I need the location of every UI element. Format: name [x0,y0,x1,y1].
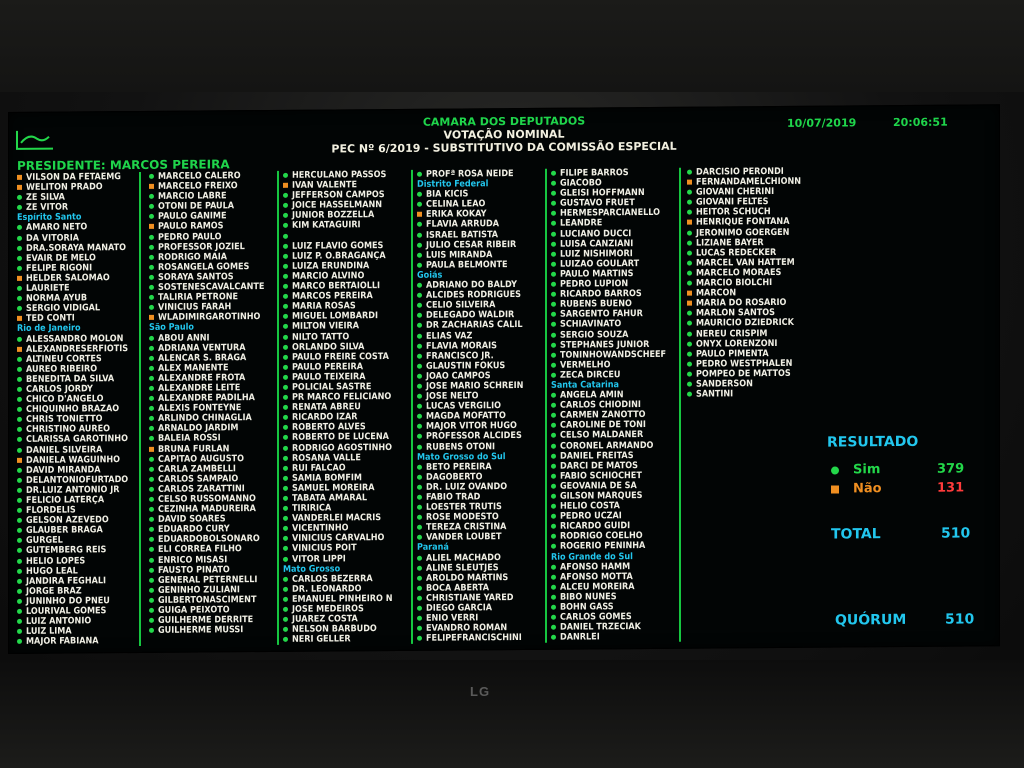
deputy-vote-nao: ERIKA KOKAY [415,209,545,220]
deputy-vote-sim: TALÍRIA PETRONE [147,292,277,303]
deputy-vote-sim: CAPITÃO AUGUSTO [147,454,277,465]
deputy-vote-sim: GUIGA PEIXOTO [147,605,277,616]
deputy-vote-sim: ROSANA VALLE [281,452,411,463]
deputy-vote-sim: JEFFERSON CAMPOS [281,190,411,201]
deputy-vote-sim: ARNALDO JARDIM [147,423,277,434]
deputy-vote-nao: WELITON PRADO [15,182,139,193]
deputy-vote-sim: PEDRO UCZAI [549,511,679,522]
deputy-vote-sim: ALEXIS FONTEYNE [147,403,277,414]
deputy-vote-sim: POMPEO DE MATTOS [685,369,817,380]
deputy-vote-sim: NERI GELLER [281,634,411,645]
deputy-vote-sim: EVAIR DE MELO [15,253,139,264]
deputy-vote-sim: FELÍCIO LATERÇA [15,495,139,506]
deputy-vote-sim: CLARISSA GAROTINHO [15,434,139,445]
deputy-vote-sim: MARCOS PEREIRA [281,291,411,302]
deputy-vote-sim: MAURÍCIO DZIEDRICK [685,318,817,329]
deputy-vote-sim: LIZIANE BAYER [685,237,817,248]
deputy-vote-sim: GLEISI HOFFMANN [549,188,679,199]
deputy-vote-sim: DARCI DE MATOS [549,460,679,471]
deputy-vote-sim: JÚNIOR BOZZELLA [281,210,411,221]
deputy-vote-sim: DANIEL FREITAS [549,450,679,461]
deputy-vote-sim: ZÉ VITOR [15,202,139,213]
deputy-vote-sim: ABOU ANNI [147,332,277,343]
deputy-vote-sim: LEANDRE [549,218,679,229]
deputy-vote-sim: CHRISTIANE YARED [415,593,545,604]
state-heading: Goiás [417,270,443,281]
deputy-vote-sim: TONINHOWANDSCHEEF [549,349,679,360]
deputy-vote-nao: TED CONTI [15,313,139,324]
deputy-vote-sim: GILBERTONASCIMENT [147,595,277,606]
deputy-vote-sim: HERMESPARCIANELLO [549,208,679,219]
total-label: TOTAL [831,526,881,543]
deputy-vote-sim: BIA KICIS [415,189,545,200]
deputy-vote-sim: ENIO VERRI [415,613,545,624]
deputy-vote-sim: VINICIUS CARVALHO [281,533,411,544]
deputy-vote-sim: BENEDITA DA SILVA [15,374,139,385]
deputy-vote-sim: LUCAS VERGILIO [415,401,545,412]
sim-dot-icon [831,466,839,474]
deputy-vote-sim: DELEGADO WALDIR [415,310,545,321]
quorum-label: QUÓRUM [835,611,907,629]
deputy-vote-nao: HENRIQUE FONTANA [685,217,817,228]
house-title: CAMARA DOS DEPUTADOS [422,114,586,129]
deputy-vote-sim: DR. LUIZ OVANDO [415,482,545,493]
deputy-vote-sim: FAUSTO PINATO [147,565,277,576]
deputy-vote-sim: TABATA AMARAL [281,493,411,504]
deputy-vote-sim: AFONSO HAMM [549,561,679,572]
deputy-vote-sim: PEDRO WESTPHALEN [685,358,817,369]
deputy-vote-sim: JORGE BRAZ [15,586,139,597]
deputy-vote-sim: MARCELO CALERO [147,171,277,182]
deputy-vote-sim: MARLON SANTOS [685,308,817,319]
state-heading: São Paulo [149,322,194,334]
deputy-vote-sim: HERCULANO PASSOS [281,170,411,181]
vote-date: 10/07/2019 [787,116,857,130]
deputy-vote-sim: VANDERLEI MACRIS [281,513,411,524]
deputy-vote-sim: RICARDO BARROS [549,289,679,300]
deputy-vote-sim: LUCAS REDECKER [685,247,817,258]
deputy-vote-sim: MARCEL VAN HATTEM [685,257,817,268]
deputy-vote-sim: OTONI DE PAULA [147,201,277,212]
deputy-vote-sim: ALINE SLEUTJES [415,562,545,573]
deputy-vote-sim: RODRIGO AGOSTINHO [281,442,411,453]
deputy-vote-sim: ALEXANDRE LEITE [147,383,277,394]
deputy-vote-sim: CARLOS JORDY [15,384,139,395]
deputy-vote-sim: JERÔNIMO GOERGEN [685,227,817,238]
vote-column-2 [147,171,279,646]
deputy-vote-sim: ALTINEU CÔRTES [15,354,139,365]
deputy-vote-sim: CHICO D'ANGELO [15,394,139,405]
deputy-vote-sim: ROBERTO ALVES [281,422,411,433]
deputy-vote-sim: ALEXANDRE FROTA [147,373,277,384]
deputy-vote-sim: ZÉ SILVA [15,192,139,203]
deputy-vote-sim: DELANTÔNIOFURTADO [15,475,139,486]
deputy-vote-sim: SAMUEL MOREIRA [281,483,411,494]
deputy-vote-sim: PAULA BELMONTE [415,260,545,271]
state-heading: Mato Grosso [283,564,341,575]
deputy-vote-nao: HELDER SALOMÃO [15,273,139,284]
deputy-vote-sim: ELI CORRÊA FILHO [147,544,277,555]
deputy-vote-sim: PEDRO LUPION [549,279,679,290]
deputy-vote-sim: GIOVANI FELTES [685,197,817,208]
deputy-vote-sim: CARLOS SAMPAIO [147,474,277,485]
deputy-vote-sim: CHRISTINO AUREO [15,424,139,435]
state-heading: Espírito Santo [17,212,82,224]
deputy-vote-sim: DA VITÓRIA [15,233,139,244]
deputy-vote-nao: MARCELO FREIXO [147,181,277,192]
deputy-vote-sim: MILTON VIEIRA [281,321,411,332]
deputy-vote-sim: LUCIANO DUCCI [549,228,679,239]
deputy-vote-sim: ROBERTO DE LUCENA [281,432,411,443]
deputy-vote-sim: CHIQUINHO BRAZÃO [15,404,139,415]
deputy-vote-sim: ANGELA AMIN [549,390,679,401]
deputy-vote-sim: FELIPE RIGONI [15,263,139,274]
deputy-vote-sim: PR MARCO FELICIANO [281,392,411,403]
deputy-vote-nao: PAULO RAMOS [147,221,277,232]
deputy-vote-sim: ALESSANDRO MOLON [15,333,139,344]
deputy-vote-sim: LOURIVAL GOMES [15,606,139,617]
deputy-vote-sim: VITOR LIPPI [281,553,411,564]
deputy-vote-sim: AFONSO MOTTA [549,571,679,582]
deputy-vote-sim: VERMELHO [549,360,679,371]
vote-column-1 [15,172,141,647]
deputy-vote-sim: LUIZ P. O.BRAGANÇA [281,251,411,262]
deputy-vote-sim: GUSTAVO FRUET [549,198,679,209]
deputy-vote-sim: CORONEL ARMANDO [549,440,679,451]
deputy-vote-sim: RODRIGO MAIA [147,252,277,263]
deputy-vote-sim: GEOVANIA DE SÁ [549,481,679,492]
vote-type: VOTAÇÃO NOMINAL [443,127,565,142]
deputy-vote-sim: DARCÍSIO PERONDI [685,167,817,178]
deputy-vote-sim: LUIZ LIMA [15,626,139,637]
deputy-vote-sim: FLORDELIS [15,505,139,516]
deputy-vote-sim: ALCIDES RODRIGUES [415,290,545,301]
state-heading: Santa Catarina [551,380,619,391]
deputy-vote-sim: RODRIGO COELHO [549,531,679,542]
deputy-vote-sim: RICARDO IZAR [281,412,411,423]
deputy-vote-sim: POLICIAL SASTRE [281,382,411,393]
deputy-vote-sim: NELSON BARBUDO [281,624,411,635]
deputy-vote-sim: CARLOS ZARATTINI [147,484,277,495]
deputy-vote-sim: JOÃO CAMPOS [415,371,545,382]
deputy-vote-sim: CARLOS BEZERRA [281,574,411,585]
deputy-vote-sim: ROGÉRIO PENINHA [549,541,679,552]
vote-panel-screen [8,104,1000,654]
deputy-vote-sim: ONYX LORENZONI [685,338,817,349]
result-total-row [831,525,971,543]
deputy-vote-sim: RENATA ABREU [281,402,411,413]
deputy-vote-sim: EMANUEL PINHEIRO N [281,594,411,605]
deputy-vote-sim: BALEIA ROSSI [147,433,277,444]
deputy-vote-sim: ADRIANA VENTURA [147,342,277,353]
deputy-vote-sim: PROFESSOR JOZIEL [147,242,277,253]
state-heading: Distrito Federal [417,179,489,190]
deputy-vote-sim: FILIPE BARROS [549,168,679,179]
deputy-vote-nao: ALEXANDRESERFIOTIS [15,344,139,355]
deputy-vote-sim: AUREO RIBEIRO [15,364,139,375]
deputy-vote-sim: SANTINI [685,389,817,400]
deputy-vote-sim: FLÁVIA MORAIS [415,340,545,351]
result-title: RESULTADO [827,433,919,451]
deputy-vote-sim: BIBO NUNES [549,592,679,603]
deputy-vote-sim: CARLOS CHIODINI [549,400,679,411]
deputy-vote-sim: HEITOR SCHUCH [685,207,817,218]
deputy-vote-sim: PROFª ROSA NEIDE [415,169,545,180]
deputy-vote-sim: PAULO FREIRE COSTA [281,352,411,363]
deputy-vote-sim: AMARO NETO [15,222,139,233]
deputy-vote-sim: DAVID SOARES [147,514,277,525]
deputy-vote-sim: CELSO MALDANER [549,430,679,441]
deputy-vote-sim: PAULO PEREIRA [281,362,411,373]
vote-subject: PEC Nº 6/2019 - SUBSTITUTIVO DA COMISSÃO ESPECIAL [331,139,677,156]
deputy-vote-sim: DAVID MIRANDA [15,465,139,476]
deputy-vote-sim: MARIA ROSAS [281,301,411,312]
deputy-vote-nao: IVAN VALENTE [281,180,411,191]
deputy-vote-sim: GIACOBO [549,178,679,189]
nao-count: 131 [937,480,965,496]
deputy-vote-sim: STEPHANES JUNIOR [549,339,679,350]
deputy-vote-sim: SERGIO SOUZA [549,329,679,340]
monitor-brand-logo: LG [470,684,491,699]
deputy-vote-sim: ISRAEL BATISTA [415,229,545,240]
deputy-vote-sim: GLAUSTIN FOKUS [415,361,545,372]
deputy-vote-sim: RUBENS OTONI [415,441,545,452]
deputy-vote-nao: WLADIMIRGAROTINHO [147,312,277,323]
deputy-vote-sim: VICENTINHO [281,523,411,534]
deputy-vote-sim: ROSE MODESTO [415,512,545,523]
deputy-vote-sim: LUIZ FLÁVIO GOMES [281,240,411,251]
quorum-count: 510 [945,611,975,628]
deputy-vote-sim: GURGEL [15,535,139,546]
deputy-vote-sim: JANDIRA FEGHALI [15,576,139,587]
deputy-vote-sim: TIRIRICA [281,503,411,514]
deputy-vote-sim: MÁRCIO LABRE [147,191,277,202]
nao-square-icon [831,485,839,493]
deputy-vote-sim: LUIZÃO GOULART [549,259,679,270]
state-heading: Paraná [417,543,449,554]
state-heading: Rio de Janeiro [17,323,81,335]
panel-header [9,109,999,159]
deputy-vote-sim: LOESTER TRUTIS [415,502,545,513]
sim-count: 379 [937,461,965,477]
deputy-vote-sim: FLÁVIA ARRUDA [415,219,545,230]
deputy-vote-sim: MAJOR VITOR HUGO [415,421,545,432]
vote-column-3 [281,170,413,645]
deputy-vote-sim: ALEXANDRE PADILHA [147,393,277,404]
deputy-vote-nao: MARCON [685,288,817,299]
deputy-vote-sim: EDUARDO CURY [147,524,277,535]
deputy-vote-sim: GIOVANI CHERINI [685,187,817,198]
deputy-vote-sim: HÉLIO COSTA [549,501,679,512]
deputy-vote-sim: DANIEL TRZECIAK [549,622,679,633]
deputy-vote-sim: ALCEU MOREIRA [549,582,679,593]
deputy-vote-sim: GUTEMBERG REIS [15,545,139,556]
deputy-vote-sim: ALENCAR S. BRAGA [147,353,277,364]
deputy-vote-sim: GELSON AZEVEDO [15,515,139,526]
deputy-vote-sim: MAJOR FABIANA [15,636,139,647]
deputy-vote-sim: ALEX MANENTE [147,363,277,374]
deputy-vote-sim: EVANDRO ROMAN [415,623,545,634]
deputy-vote-sim: FÁBIO TRAD [415,492,545,503]
deputy-vote-sim: ADRIANO DO BALDY [415,280,545,291]
deputy-vote-sim: PAULO MARTINS [549,269,679,280]
deputy-vote-sim: GUILHERME MUSSI [147,625,277,636]
deputy-vote-sim: LAURIETE [15,283,139,294]
deputy-vote-sim: NILTO TATTO [281,331,411,342]
deputy-vote-sim: JUNINHO DO PNEU [15,596,139,607]
deputy-vote-sim: CELSO RUSSOMANNO [147,494,277,505]
deputy-vote-sim: VINICIUS POIT [281,543,411,554]
deputy-vote-sim: SANDERSON [685,379,817,390]
deputy-vote-sim: SERGIO VIDIGAL [15,303,139,314]
deputy-vote-sim: CAROLINE DE TONI [549,420,679,431]
deputy-vote-sim: SÂMIA BOMFIM [281,473,411,484]
state-heading: Rio Grande do Sul [551,551,633,563]
deputy-vote-sim: CHRIS TONIETTO [15,414,139,425]
deputy-vote-sim: ELIAS VAZ [415,330,545,341]
deputy-vote-sim: MARCO BERTAIOLLI [281,281,411,292]
deputy-vote-sim: BETO PEREIRA [415,462,545,473]
deputy-vote-sim: JUAREZ COSTA [281,614,411,625]
deputy-vote-sim: HUGO LEAL [15,566,139,577]
deputy-vote-sim: PEDRO PAULO [147,231,277,242]
deputy-vote-sim: JOICE HASSELMANN [281,200,411,211]
deputy-vote-sim: LUISA CANZIANI [549,238,679,249]
deputy-vote-sim: ROSANGELA GOMES [147,262,277,273]
monitor-bezel-bottom [0,660,1024,768]
deputy-vote-nao: DANIELA WAGUINHO [15,455,139,466]
deputy-vote-sim: RICARDO GUIDI [549,521,679,532]
deputy-vote-sim: SORAYA SANTOS [147,272,277,283]
deputy-vote-sim: LUIZ NISHIMORI [549,248,679,259]
deputy-vote-sim: ENRICO MISASI [147,554,277,565]
deputy-vote-sim: KIM KATAGUIRI [281,220,411,231]
deputy-vote-sim: ALIEL MACHADO [415,552,545,563]
deputy-vote-sim: LUIS MIRANDA [415,250,545,261]
deputy-vote-sim: MIGUEL LOMBARDI [281,311,411,322]
state-heading: Mato Grosso do Sul [417,451,506,463]
president-label: PRESIDENTE: MARCOS PEREIRA [17,157,230,173]
deputy-vote-sim: GENERAL PETERNELLI [147,575,277,586]
deputy-vote-sim: CARLOS GOMES [549,612,679,623]
deputy-vote-sim: PROFESSOR ALCIDES [415,431,545,442]
deputy-vote-sim: SCHIAVINATO [549,319,679,330]
nao-label: Não [853,481,882,497]
deputy-vote-sim: CARMEN ZANOTTO [549,410,679,421]
deputy-vote-sim: RUI FALCÃO [281,463,411,474]
deputy-vote-nao: VILSON DA FETAEMG [15,172,139,183]
deputy-vote-sim: MARCELO MORAES [685,268,817,279]
deputy-vote-sim: BOHN GASS [549,602,679,613]
deputy-vote-sim: CELINA LEÃO [415,199,545,210]
deputy-vote-sim: PAULO PIMENTA [685,348,817,359]
deputy-vote-sim: HELIO LOPES [15,556,139,567]
result-quorum-row [835,611,975,629]
deputy-vote-sim: DIEGO GARCIA [415,603,545,614]
deputy-vote-sim: GUILHERME DERRITE [147,615,277,626]
deputy-vote-sim: VANDER LOUBET [415,532,545,543]
deputy-vote-sim: ARLINDO CHINAGLIA [147,413,277,424]
vote-time: 20:06:51 [893,115,948,130]
vote-column-4 [415,169,547,644]
deputy-vote-sim: CÉLIO SILVEIRA [415,300,545,311]
deputy-vote-sim: GILSON MARQUES [549,491,679,502]
deputy-vote-sim: JOSÉ MEDEIROS [281,604,411,615]
deputy-vote-sim: DANRLEI [549,632,679,643]
deputy-vote-sim: TEREZA CRISTINA [415,522,545,533]
deputy-vote-sim: NORMA AYUB [15,293,139,304]
deputy-vote-sim: JOSÉ NELTO [415,391,545,402]
deputy-vote-sim: FRANCISCO JR. [415,350,545,361]
deputy-vote-sim: BOCA ABERTA [415,583,545,594]
deputy-vote-nao: BRUNA FURLAN [147,443,277,454]
deputy-vote-nao: MARIA DO ROSÁRIO [685,298,817,309]
deputy-vote-sim: MÁRCIO BIOLCHI [685,278,817,289]
total-count: 510 [941,525,971,542]
deputy-vote-sim: JOSÉ MARIO SCHREIN [415,381,545,392]
deputy-vote-sim: ORLANDO SILVA [281,341,411,352]
deputy-vote-sim: EDUARDOBOLSONARO [147,534,277,545]
deputy-vote-sim: RUBENS BUENO [549,299,679,310]
deputy-vote-sim: FABIO SCHIOCHET [549,471,679,482]
deputy-vote-sim: MARCIO ALVINO [281,271,411,282]
deputy-vote-sim: SARGENTO FAHUR [549,309,679,320]
deputy-vote-sim: VINICIUS FARAH [147,302,277,313]
deputy-vote-sim: DAGOBERTO [415,472,545,483]
deputy-vote-sim: DR. LEONARDO [281,584,411,595]
deputy-vote-sim: CARLA ZAMBELLI [147,464,277,475]
deputy-vote-sim: DANIEL SILVEIRA [15,445,139,456]
deputy-vote-sim: CEZINHA MADUREIRA [147,504,277,515]
deputy-vote-sim: PAULO TEIXEIRA [281,372,411,383]
deputy-vote-sim: AROLDO MARTINS [415,573,545,584]
deputy-vote-sim: FELIPEFRANCISCHINI [415,633,545,644]
deputy-vote-sim: DR ZACHARIAS CALIL [415,320,545,331]
deputy-vote-sim: DRA.SORAYA MANATO [15,243,139,254]
deputy-vote-sim: DR.LUIZ ANTONIO JR [15,485,139,496]
deputy-vote-sim: GENINHO ZULIANI [147,585,277,596]
deputy-vote-sim: NEREU CRISPIM [685,328,817,339]
monitor-bezel-top [0,0,1024,92]
deputy-vote-sim: LUIZA ERUNDINA [281,261,411,272]
deputy-vote-sim: LUIZ ANTÔNIO [15,616,139,627]
deputy-vote-nao: FERNANDAMELCHIONN [685,177,817,188]
deputy-vote-sim: JULIO CESAR RIBEIR [415,239,545,250]
deputy-vote-sim: MAGDA MOFATTO [415,411,545,422]
deputy-vote-sim: ZECA DIRCEU [549,370,679,381]
deputy-vote-sim: PAULO GANIME [147,211,277,222]
sim-label: Sim [853,462,881,478]
deputy-vote-sim: SÓSTENESCAVALCANTE [147,282,277,293]
deputy-vote-sim: GLAUBER BRAGA [15,525,139,536]
vote-column-6 [685,167,817,642]
vote-column-5 [549,168,681,643]
